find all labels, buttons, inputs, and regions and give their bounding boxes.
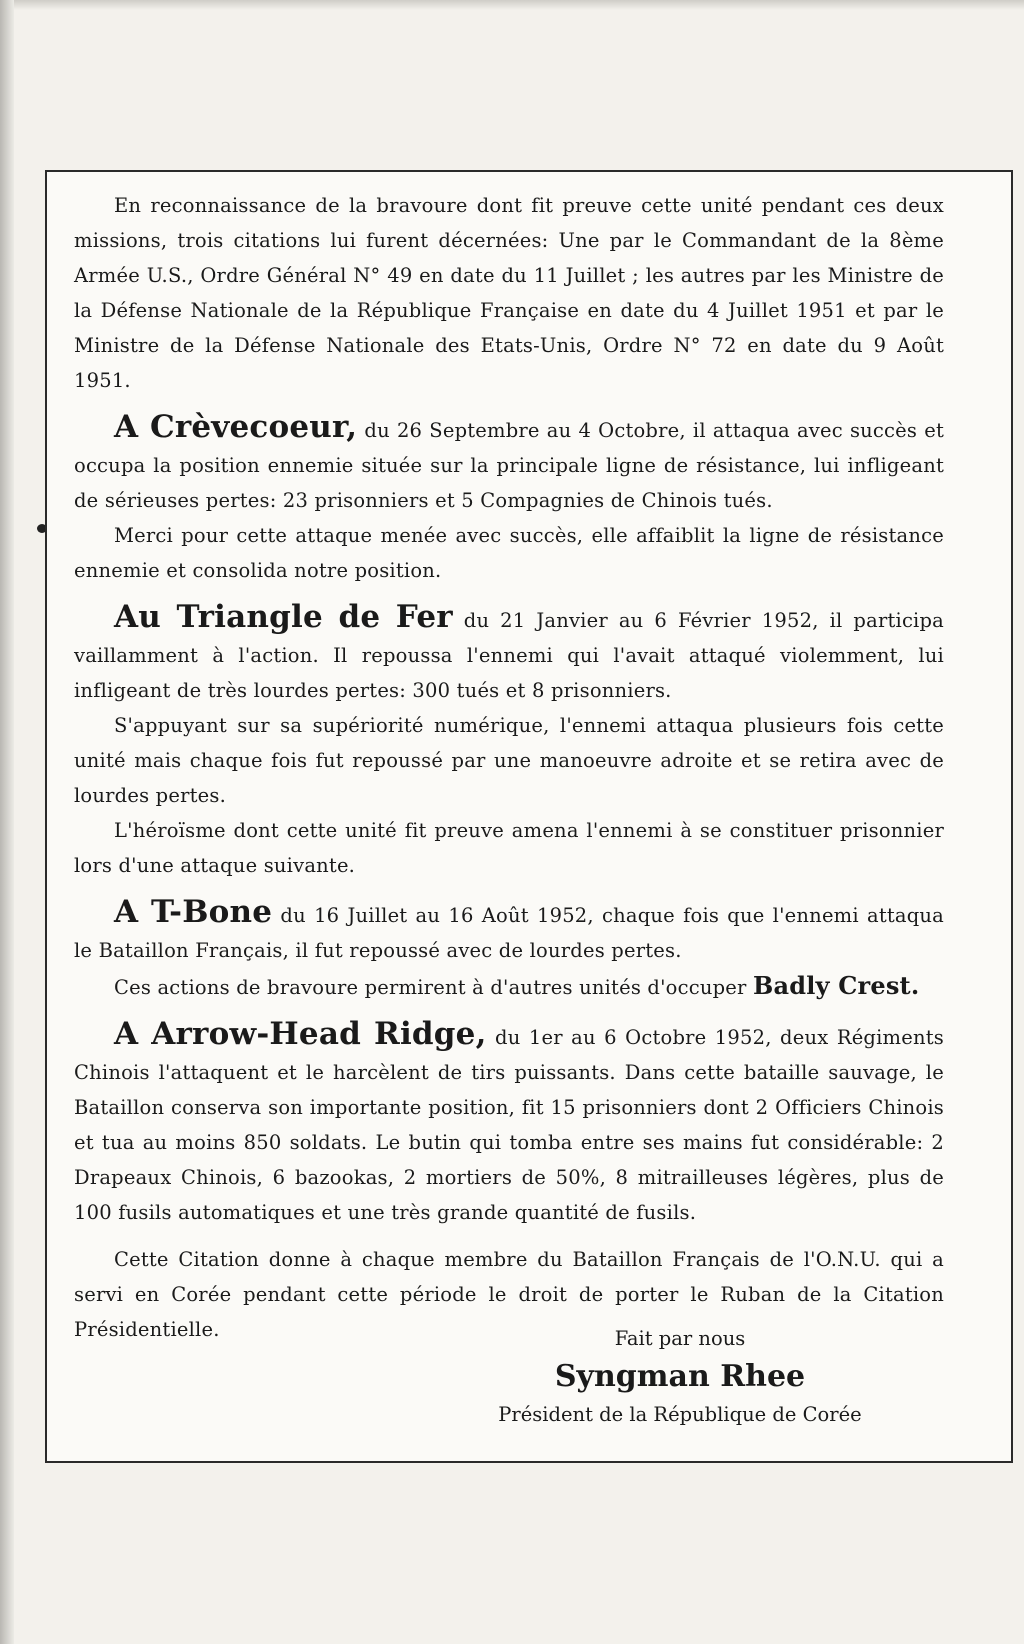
heading-triangle-de-fer: Au Triangle de Fer bbox=[114, 599, 453, 635]
place-badly-crest: Badly Crest. bbox=[752, 971, 920, 1000]
signature-block bbox=[440, 1323, 920, 1431]
paragraph-badly-crest bbox=[74, 968, 944, 1005]
paragraph-heroism: L'héroïsme dont cette unité fit preuve amena l'ennemi à se constituer prisonnier lors d'une attaque suivante. bbox=[74, 819, 944, 877]
heading-arrow-head-ridge: A Arrow-Head Ridge, bbox=[114, 1016, 487, 1052]
page-top-edge bbox=[0, 0, 1024, 10]
signature-made-by: Fait par nous bbox=[614, 1327, 746, 1350]
paragraph-thanks: Merci pour cette attaque menée avec succès, elle affaiblit la ligne de résistance ennemie et consolida notre position. bbox=[74, 524, 944, 582]
paragraph-t-bone bbox=[74, 895, 944, 968]
text-t-bone: du 16 Juillet au 16 Août 1952, chaque fois que l'ennemi attaqua le Bataillon Français, il fut repoussé avec de lourdes pertes. bbox=[74, 904, 945, 962]
paragraph-conclusion: Cette Citation donne à chaque membre du Bataillon Français de l'O.N.U. qui a servi en Corée pendant cette période le droit de porter le Ruban de la Citation Présidentielle. bbox=[74, 1248, 944, 1341]
heading-crevecoeur: A Crèvecoeur, bbox=[114, 409, 358, 445]
paragraph-crevecoeur bbox=[74, 410, 944, 518]
signature-title: Président de la République de Corée bbox=[498, 1403, 862, 1426]
paragraph-arrow-head-ridge bbox=[74, 1017, 944, 1230]
citation-body bbox=[74, 188, 944, 1347]
text-triangle-de-fer: du 21 Janvier au 6 Février 1952, il participa vaillamment à l'action. Il repoussa l'ennemi qui l'avait attaqué violemment, lui infligeant de très lourdes pertes: 300 tués et 8 prisonniers. bbox=[74, 609, 945, 702]
signature-name: Syngman Rhee bbox=[554, 1359, 806, 1394]
paragraph-triangle-de-fer bbox=[74, 600, 944, 708]
text-arrow-head-ridge: du 1er au 6 Octobre 1952, deux Régiments Chinois l'attaquent et le harcèlent de tirs puissants. Dans cette bataille sauvage, le Bataillon conserva son importante position, fit 15 prisonniers dont 2 Officiers Chinois et tua au moins 850 soldats. Le butin qui tomba entre ses mains fut considérable: 2 Drapeaux Chinois, 6 bazookas, 2 mortiers de 50%, 8 mitrailleuses légères, plus de 100 fusils automatiques et une très grande quantité de fusils. bbox=[74, 1026, 944, 1224]
text-badly-crest: Ces actions de bravoure permirent à d'autres unités d'occuper bbox=[114, 976, 747, 999]
paragraph-introduction: En reconnaissance de la bravoure dont fit preuve cette unité pendant ces deux missions, trois citations lui furent décernées: Une par le Commandant de la 8ème Armée U.S., Ordre Général N° 49 en date du 11 Juillet ; les autres par les Ministre de la Défense Nationale de la République Française en date du 4 Juillet 1951 et par le Ministre de la Défense Nationale des Etats-Unis, Ordre N° 72 en date du 9 Août 1951. bbox=[74, 194, 944, 392]
page-binding-shadow bbox=[0, 0, 14, 1644]
text-crevecoeur: du 26 Septembre au 4 Octobre, il attaqua avec succès et occupa la position ennemie située sur la principale ligne de résistance, lui infligeant de sérieuses pertes: 23 prisonniers et 5 Compagnies de Chinois tués. bbox=[74, 419, 944, 512]
paragraph-superiority: S'appuyant sur sa supériorité numérique, l'ennemi attaqua plusieurs fois cette unité mais chaque fois fut repoussé par une manoeuvre adroite et se retira avec de lourdes pertes. bbox=[74, 714, 944, 807]
heading-t-bone: A T-Bone bbox=[114, 894, 273, 930]
